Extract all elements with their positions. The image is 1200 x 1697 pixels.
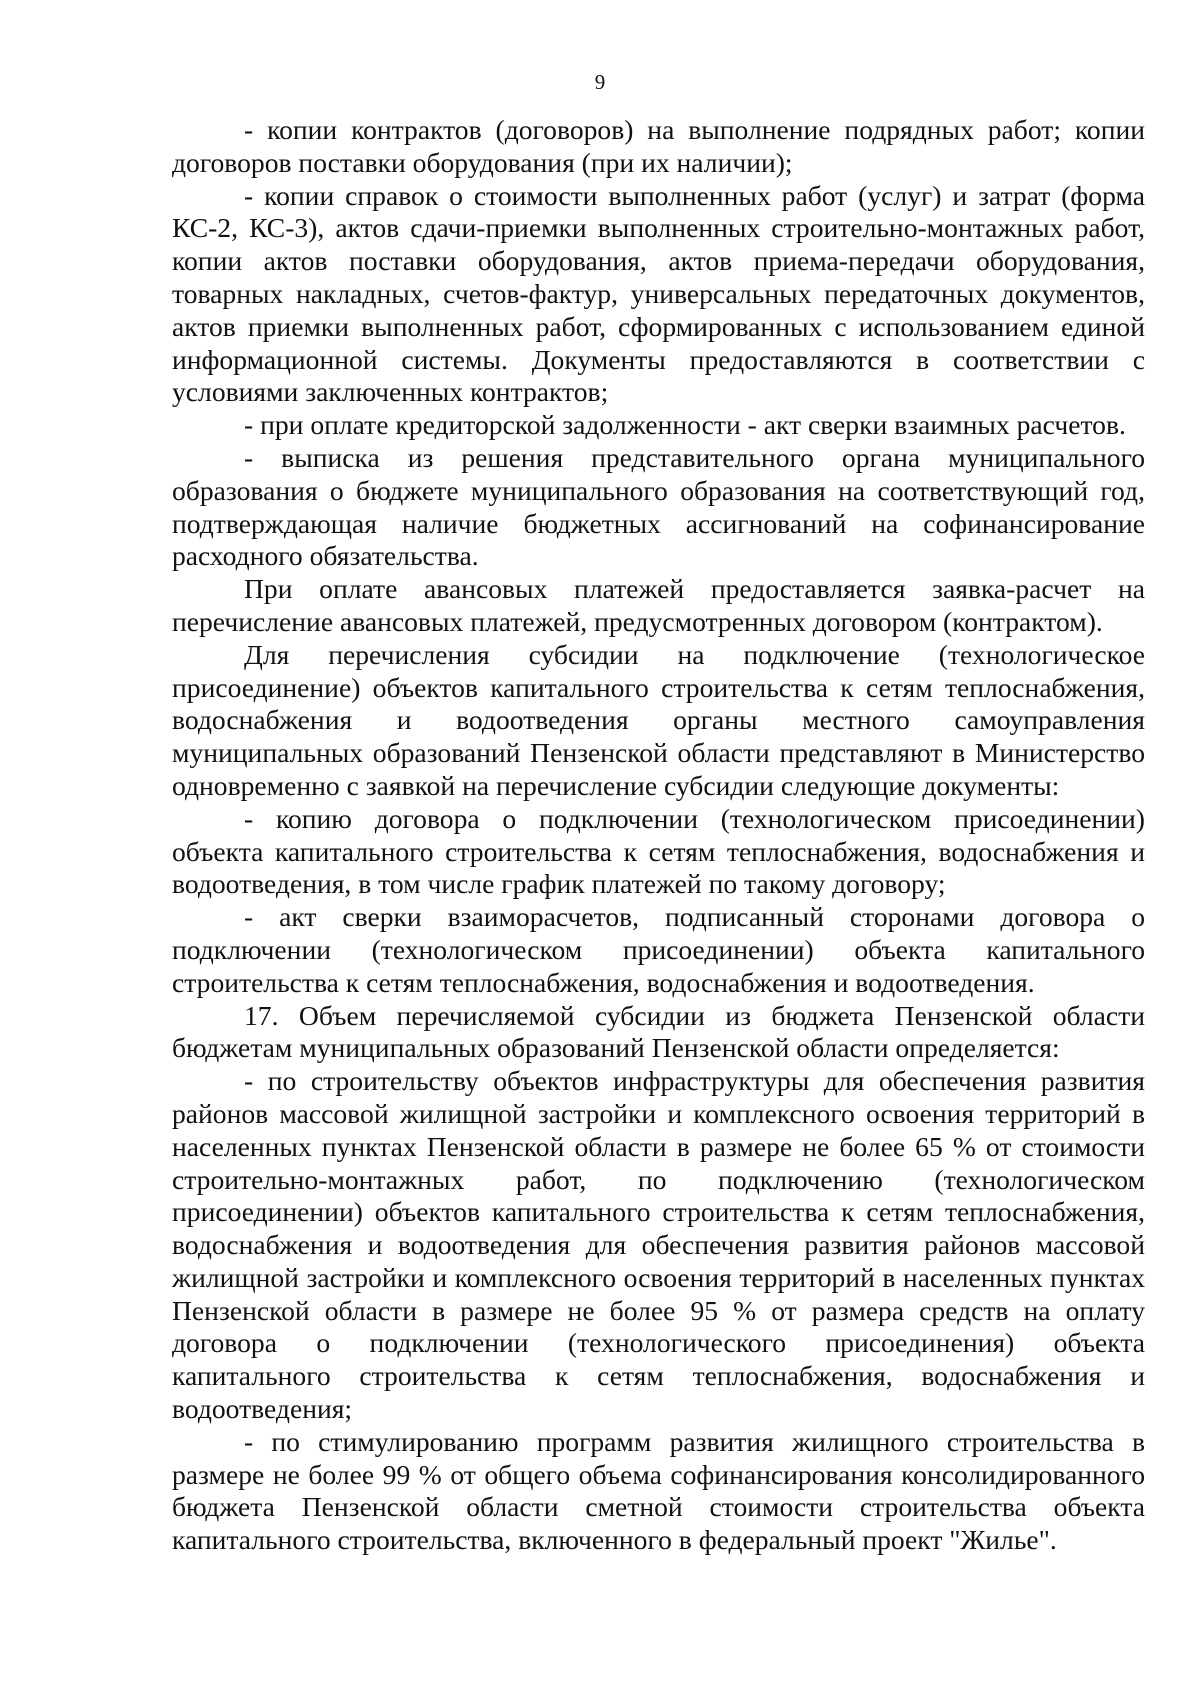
paragraph-housing-stimulation: - по стимулированию программ развития жилищного строительства в размере не более 99 % от общего объема софинансирования консолидированного бюджета Пензенской области сметной стоимости строительства объекта капитального строительства, включенного в федеральный проект "Жилье".: [172, 1425, 1145, 1556]
page-number: 9: [594, 70, 606, 94]
paragraph-budget-extract: - выписка из решения представительного органа муниципального образования о бюджете муниципального образования на соответствующий год, подтверждающая наличие бюджетных ассигнований на софинансирование расходного обязательства.: [172, 441, 1145, 572]
paragraph-reconciliation-act: - акт сверки взаиморасчетов, подписанный сторонами договора о подключении (технологическом присоединении) объекта капитального строительства к сетям теплоснабжения, водоснабжения и водоотведения.: [172, 901, 1145, 998]
paragraph-advance-payments: При оплате авансовых платежей предоставляется заявка-расчет на перечисление авансовых платежей, предусмотренных договором (контрактом).: [172, 573, 1145, 637]
paragraph-section-17: 17. Объем перечисляемой субсидии из бюджета Пензенской области бюджетам муниципальных образований Пензенской области определяется:: [172, 999, 1145, 1064]
paragraph-connection-contract-copy: - копию договора о подключении (технологическом присоединении) объекта капитального строительства к сетям теплоснабжения, водоснабжения и водоотведения, в том числе график платежей по такому договору;: [172, 802, 1145, 900]
document-body: [172, 114, 1145, 1557]
paragraph-work-cost-certificates: - копии справок о стоимости выполненных работ (услуг) и затрат (форма КС-2, КС-3), актов сдачи-приемки выполненных строительно-монтажных работ, копии актов поставки оборудования, актов приема-передачи оборудования, товарных накладных, счетов-фактур, универсальных передаточных документов, актов приемки выполненных работ, сформированных с использованием единой информационной системы. Документы предоставляются в соответствии с условиями заключенных контрактов;: [172, 179, 1145, 408]
paragraph-contract-copies: - копии контрактов (договоров) на выполнение подрядных работ; копии договоров поставки оборудования (при их наличии);: [172, 114, 1145, 178]
paragraph-connection-subsidy: Для перечисления субсидии на подключение (технологическое присоединение) объектов капитального строительства к сетям теплоснабжения, водоснабжения и водоотведения органы местного самоуправления муниципальных образований Пензенской области представляют в Министерство одновременно с заявкой на перечисление субсидии следующие документы:: [172, 638, 1145, 801]
paragraph-infrastructure-construction: - по строительству объектов инфраструктуры для обеспечения развития районов массовой жилищной застройки и комплексного освоения территорий в населенных пунктах Пензенской области в размере не более 65 % от стоимости строительно-монтажных работ, по подключению (технологическом присоединении) объектов капитального строительства к сетям теплоснабжения, водоснабжения и водоотведения для обеспечения развития районов массовой жилищной застройки и комплексного освоения территорий в населенных пунктах Пензенской области в размере не более 95 % от размера средств на оплату договора о подключении (технологического присоединения) объекта капитального строительства к сетям теплоснабжения, водоснабжения и водоотведения;: [172, 1065, 1145, 1425]
paragraph-accounts-payable: - при оплате кредиторской задолженности - акт сверки взаимных расчетов.: [244, 409, 1126, 441]
